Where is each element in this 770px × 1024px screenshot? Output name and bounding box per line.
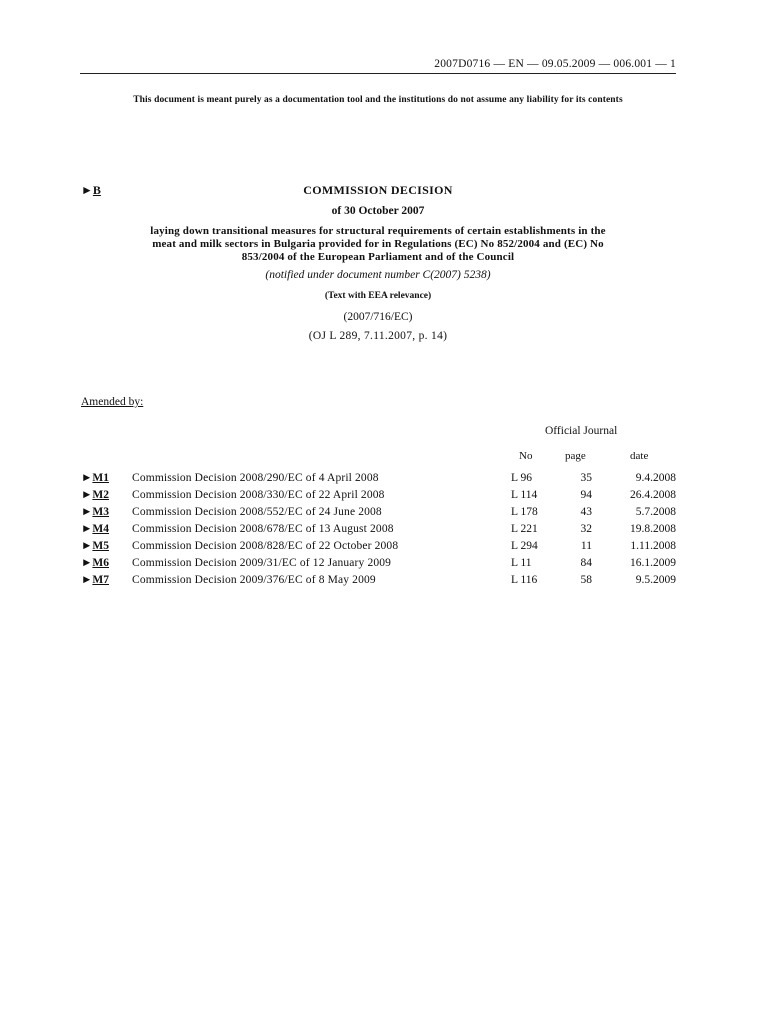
amendment-oj-date: 19.8.2008 <box>630 523 676 535</box>
amendment-oj-date: 9.5.2009 <box>635 574 676 586</box>
amendment-marker-label: M7 <box>92 574 109 586</box>
act-subject-line: meat and milk sectors in Bulgaria provided for in Regulations (EC) No 852/2004 and (EC) No <box>152 238 604 250</box>
amendment-marker-label: M1 <box>92 472 109 484</box>
document-reference: 2007D0716 — EN — 09.05.2009 — 006.001 — 1 <box>434 58 676 70</box>
amendment-marker[interactable] <box>81 557 109 569</box>
amendment-marker[interactable] <box>81 523 109 535</box>
marker-arrow-icon: ► <box>81 472 93 484</box>
act-subject-line: laying down transitional measures for structural requirements of certain establishments in the <box>150 225 606 237</box>
amendment-description: Commission Decision 2008/290/EC of 4 April 2008 <box>132 472 379 484</box>
amendment-description: Commission Decision 2008/330/EC of 22 April 2008 <box>132 489 385 501</box>
marker-arrow-icon: ► <box>81 557 93 569</box>
amendment-row <box>0 540 770 557</box>
amendment-marker[interactable] <box>81 540 109 552</box>
column-header-page: page <box>565 450 586 462</box>
amendment-description: Commission Decision 2008/828/EC of 22 October 2008 <box>132 540 399 552</box>
amendment-oj-date: 16.1.2009 <box>630 557 676 569</box>
amendment-row <box>0 472 770 489</box>
amendment-oj-page: 58 <box>580 574 592 586</box>
act-date: of 30 October 2007 <box>331 205 425 217</box>
amendment-oj-page: 43 <box>580 506 592 518</box>
act-subject-line: 853/2004 of the European Parliament and of the Council <box>241 251 515 263</box>
base-act-marker-label: B <box>92 183 101 197</box>
marker-arrow-icon: ► <box>81 574 93 586</box>
amendment-description: Commission Decision 2009/31/EC of 12 January 2009 <box>132 557 392 569</box>
amendment-row <box>0 489 770 506</box>
marker-arrow-icon: ► <box>81 523 93 535</box>
amendment-marker-label: M3 <box>92 506 109 518</box>
amendment-oj-date: 1.11.2008 <box>630 540 676 552</box>
amendment-marker[interactable] <box>81 574 109 586</box>
marker-arrow-icon: ► <box>81 489 93 501</box>
amendment-marker-label: M6 <box>92 557 109 569</box>
amendment-oj-date: 5.7.2008 <box>635 506 676 518</box>
amendment-marker-label: M5 <box>92 540 109 552</box>
amendment-row <box>0 506 770 523</box>
column-header-date: date <box>630 450 649 462</box>
amended-by-heading: Amended by: <box>81 396 144 408</box>
amendment-marker[interactable] <box>81 489 109 501</box>
amendment-description: Commission Decision 2009/376/EC of 8 May 2009 <box>132 574 376 586</box>
amendment-oj-page: 84 <box>580 557 592 569</box>
act-title: COMMISSION DECISION <box>303 183 453 197</box>
amendment-oj-number: L 114 <box>511 489 538 501</box>
amendment-oj-page: 32 <box>580 523 592 535</box>
amendment-description: Commission Decision 2008/678/EC of 13 August 2008 <box>132 523 394 535</box>
amendment-marker[interactable] <box>81 472 109 484</box>
act-subject <box>112 225 644 264</box>
eea-relevance: (Text with EEA relevance) <box>324 291 432 301</box>
amendment-description: Commission Decision 2008/552/EC of 24 June 2008 <box>132 506 382 518</box>
amendment-oj-page: 11 <box>580 540 592 552</box>
amendment-row <box>0 523 770 540</box>
amendment-row <box>0 557 770 574</box>
amendment-oj-date: 9.4.2008 <box>635 472 676 484</box>
column-header-no: No <box>519 450 533 462</box>
amendment-oj-number: L 294 <box>511 540 538 552</box>
amendment-oj-page: 35 <box>580 472 592 484</box>
marker-arrow-icon: ► <box>81 506 93 518</box>
amendment-oj-page: 94 <box>580 489 592 501</box>
amendment-oj-number: L 221 <box>511 523 538 535</box>
amendment-marker-label: M4 <box>92 523 109 535</box>
amendment-marker-label: M2 <box>92 489 109 501</box>
notified-document-number: (notified under document number C(2007) 5238) <box>265 269 491 281</box>
official-journal-reference: (OJ L 289, 7.11.2007, p. 14) <box>308 330 448 342</box>
header-divider <box>80 73 676 74</box>
amendment-oj-number: L 11 <box>511 557 532 569</box>
disclaimer: This document is meant purely as a documentation tool and the institutions do not assume any liability for its contents <box>133 95 623 105</box>
amendment-oj-number: L 178 <box>511 506 538 518</box>
amendment-marker[interactable] <box>81 506 109 518</box>
official-journal-heading: Official Journal <box>545 425 618 437</box>
act-number: (2007/716/EC) <box>343 311 413 323</box>
marker-arrow-icon: ► <box>81 183 93 197</box>
amendment-oj-date: 26.4.2008 <box>630 489 676 501</box>
marker-arrow-icon: ► <box>81 540 93 552</box>
amendment-oj-number: L 96 <box>511 472 532 484</box>
amendment-row <box>0 574 770 591</box>
amendment-oj-number: L 116 <box>511 574 538 586</box>
